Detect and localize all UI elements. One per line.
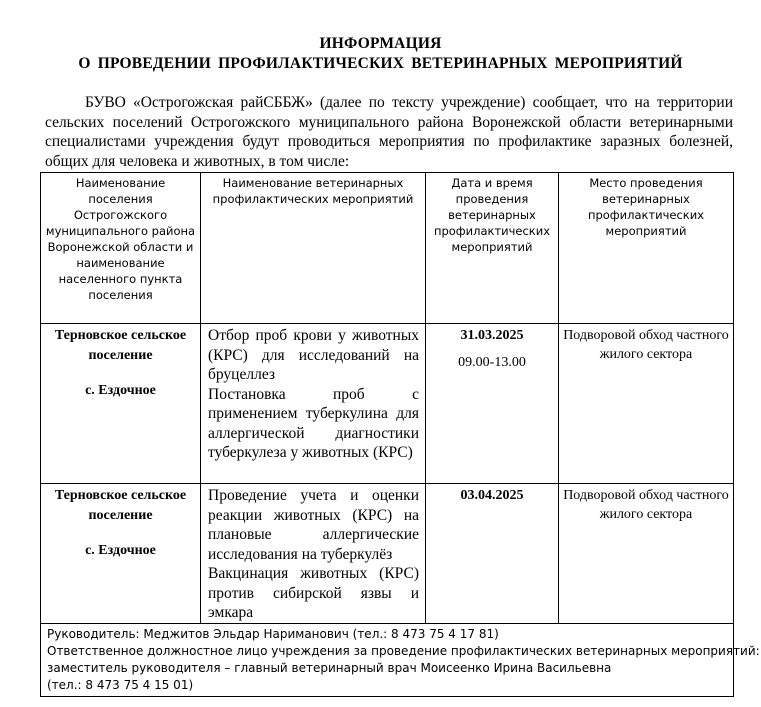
village-name: с. Ездочное [85,543,156,558]
event-date: 03.04.2025 [460,488,524,503]
event-date: 31.03.2025 [460,328,524,343]
footer-row [41,624,734,697]
datetime-cell [426,324,559,484]
activity-item: Вакцинация животных (КРС) против сибирской язвы и эмкара [208,565,419,621]
responsible-phone: (тел.: 8 473 75 4 15 01) [47,678,194,692]
contacts-cell [41,624,760,697]
event-time: 09.00-13.00 [458,355,526,370]
responsible-person: заместитель руководителя – главный ветеринарный врач Моисеенко Ирина Васильевна [47,661,612,675]
place-cell: Подворовой обход частного жилого сектора [559,484,734,624]
responsible-heading: Ответственное должностное лицо учреждения за проведение профилактических ветеринарных мероприятий: [47,644,760,658]
datetime-cell [426,484,559,624]
settlement-cell [41,324,201,484]
place-cell: Подворовой обход частного жилого сектора [559,324,734,484]
column-header-place: Место проведения ветеринарных профилактических мероприятий [559,173,734,324]
activity-item: Проведение учета и оценки реакции животных (КРС) на плановые аллергические исследования на туберкулёз [208,487,419,563]
settlement-name: Терновское сельское поселение [54,488,187,523]
activity-cell [201,484,426,624]
document-title: ИНФОРМАЦИЯ [319,35,442,52]
events-table [40,172,760,697]
table-row [41,484,734,624]
table-row [41,324,734,484]
activity-item: Отбор проб крови у животных (КРС) для исследований на бруцеллез [208,327,419,383]
table-header-row [41,173,734,324]
intro-paragraph: БУВО «Острогожская райСББЖ» (далее по тексту учреждение) сообщает, что на территории сельских поселений Острогожского муниципального района Воронежской области ветеринарными специалистами учреждения будут проводиться мероприятия по профилактике заразных болезней, общих для человека и животных, в том числе: [45,94,733,170]
settlement-cell [41,484,201,624]
activity-item: Постановка проб с применением туберкулина для аллергической диагностики туберкулеза у животных (КРС) [208,385,419,461]
activity-cell [201,324,426,484]
document-subtitle: О ПРОВЕДЕНИИ ПРОФИЛАКТИЧЕСКИХ ВЕТЕРИНАРНЫХ МЕРОПРИЯТИЙ [78,55,683,72]
column-header-settlement: Наименование поселения Острогожского муниципального района Воронежской области и наименование населенного пункта поселения [41,173,201,324]
village-name: с. Ездочное [85,383,156,398]
director-contact: Руководитель: Меджитов Эльдар Нариманович (тел.: 8 473 75 4 17 81) [47,627,499,641]
column-header-activity: Наименование ветеринарных профилактических мероприятий [201,173,426,324]
column-header-datetime: Дата и время проведения ветеринарных профилактических мероприятий [426,173,559,324]
settlement-name: Терновское сельское поселение [54,328,187,363]
